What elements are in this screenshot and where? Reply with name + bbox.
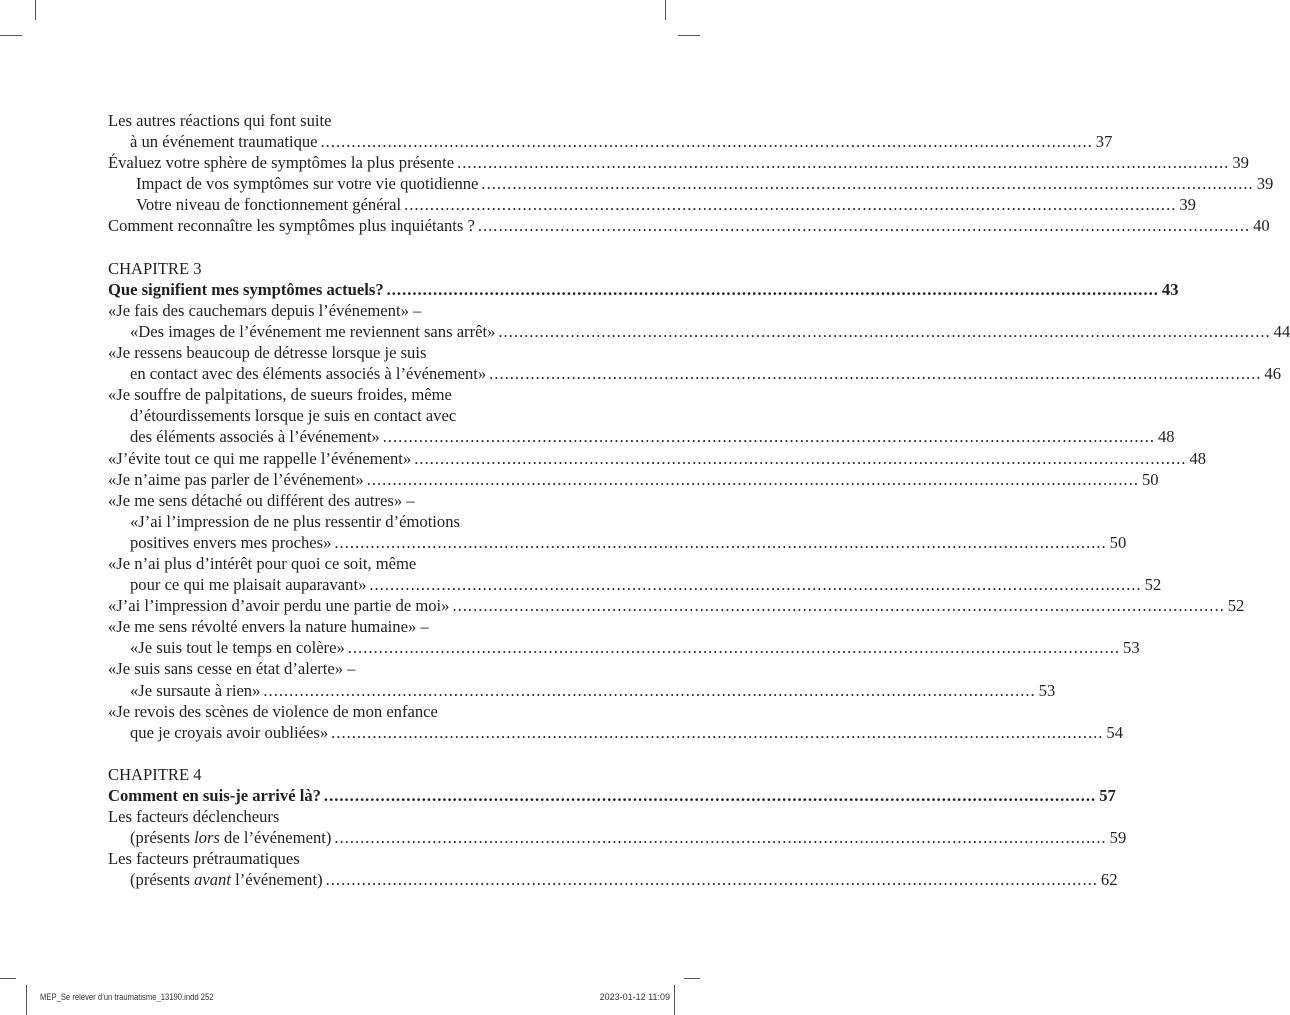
toc-entry-line xyxy=(108,258,560,279)
dot-leader: ...................................................................................................................................................... xyxy=(320,132,1093,152)
title-text: «Je revois des scènes de violence de mon enfance xyxy=(108,701,438,721)
toc-entry-title xyxy=(108,848,300,869)
dot-leader: ...................................................................................................................................................... xyxy=(457,153,1230,173)
page-number: 57 xyxy=(1099,786,1116,805)
toc-entry-title xyxy=(108,806,279,827)
title-text: positives envers mes proches» xyxy=(130,532,332,552)
crop-mark xyxy=(35,0,36,20)
dot-leader: ...................................................................................................................................................... xyxy=(452,596,1225,616)
toc-entry-line xyxy=(108,764,560,785)
page-number: 52 xyxy=(1227,596,1245,616)
toc-entry-title xyxy=(108,785,321,806)
toc-entry xyxy=(108,574,1162,595)
toc-entry xyxy=(108,194,1196,215)
toc-entry-title xyxy=(108,152,454,173)
title-text: (présents xyxy=(130,870,195,890)
dot-leader: ...................................................................................................................................................... xyxy=(386,279,1159,299)
toc-entry xyxy=(108,173,1274,194)
page-number: 43 xyxy=(1161,279,1179,299)
crop-mark xyxy=(678,35,700,36)
title-text: «J’ai l’impression d’avoir perdu une partie de moi» xyxy=(108,596,450,616)
crop-mark xyxy=(0,978,16,979)
toc-entry xyxy=(108,595,1245,616)
title-text: «Je n’ai plus d’intérêt pour quoi ce soit, même xyxy=(108,553,417,573)
dot-leader: ...................................................................................................................................................... xyxy=(263,680,1036,700)
toc-entry-title xyxy=(108,595,449,616)
toc-entry-title xyxy=(108,448,411,469)
toc-entry-title xyxy=(108,258,202,279)
toc-entry xyxy=(108,680,1056,701)
title-text: Comment en suis-je arrivé là? xyxy=(108,786,321,805)
page-number: 53 xyxy=(1038,680,1056,700)
toc-entry-line xyxy=(108,342,560,363)
toc-entry-title xyxy=(108,300,421,321)
title-text: «J’ai l’impression de ne plus ressentir d’émotions xyxy=(130,511,460,531)
title-text: à un événement traumatique xyxy=(130,132,318,152)
title-text: de l’événement) xyxy=(219,828,332,848)
dot-leader: ...................................................................................................................................................... xyxy=(325,870,1098,890)
toc-entry-line xyxy=(108,384,560,405)
page-number: 52 xyxy=(1144,575,1162,595)
toc-entry-title xyxy=(136,173,478,194)
toc-entry-title xyxy=(130,637,345,658)
dot-leader: ...................................................................................................................................................... xyxy=(498,321,1271,341)
toc-entry-line xyxy=(108,405,560,426)
toc-entry-title xyxy=(136,194,401,215)
title-text: «Je souffre de palpitations, de sueurs froides, même xyxy=(108,385,452,405)
toc-entry-line xyxy=(108,490,560,511)
page-number: 62 xyxy=(1100,870,1118,890)
title-text: «Je suis tout le temps en colère» xyxy=(130,638,345,658)
dot-leader: ...................................................................................................................................................... xyxy=(477,216,1251,236)
crop-mark xyxy=(684,978,700,979)
title-text: l’événement) xyxy=(230,870,323,890)
title-text: «Je fais des cauchemars depuis l’événement» – xyxy=(108,300,422,320)
toc-entry-title xyxy=(130,869,323,890)
dot-leader: ...................................................................................................................................................... xyxy=(404,195,1177,215)
page-number: 48 xyxy=(1189,448,1207,468)
toc-entry-title xyxy=(130,321,495,342)
page-number: 59 xyxy=(1109,828,1127,848)
toc-entry-line xyxy=(108,553,560,574)
slug-file-info xyxy=(40,992,574,1002)
toc-entry-title xyxy=(108,469,364,490)
crop-mark xyxy=(665,0,666,20)
toc-entry xyxy=(108,722,1123,743)
toc-entry-line xyxy=(108,616,560,637)
page-number: 39 xyxy=(1256,174,1274,194)
crop-mark xyxy=(0,35,22,36)
toc-entry xyxy=(108,131,1113,152)
toc-entry-title xyxy=(108,215,475,236)
dot-leader: ...................................................................................................................................................... xyxy=(334,828,1107,848)
toc-entry-title xyxy=(108,553,416,574)
title-text: «Je ressens beaucoup de détresse lorsque je suis xyxy=(108,343,427,363)
toc-entry xyxy=(108,152,1249,173)
slug-filename: MEP_Se relever d’un traumatisme_13190.indd 252 xyxy=(40,992,214,1002)
title-text: «Je me sens détaché ou différent des autres» – xyxy=(108,490,415,510)
title-text: Comment reconnaître les symptômes plus inquiétants ? xyxy=(108,216,475,236)
title-text: «Je me sens révolté envers la nature humaine» – xyxy=(108,617,429,637)
dot-leader: ...................................................................................................................................................... xyxy=(347,638,1121,658)
toc-entry xyxy=(108,448,1207,469)
page-number: 46 xyxy=(1264,364,1282,384)
dot-leader: ...................................................................................................................................................... xyxy=(489,364,1262,384)
title-text: des éléments associés à l’événement» xyxy=(130,427,380,447)
dot-leader: ...................................................................................................................................................... xyxy=(323,786,1097,805)
toc-entry-line xyxy=(108,511,560,532)
toc-entry-title xyxy=(130,131,318,152)
spacer xyxy=(108,237,560,258)
title-text: Évaluez votre sphère de symptômes la plus présente xyxy=(108,153,455,173)
dot-leader: ...................................................................................................................................................... xyxy=(366,469,1139,489)
slug-date: 2023-01-12 11:09 xyxy=(599,992,670,1002)
dot-leader: ...................................................................................................................................................... xyxy=(382,427,1155,447)
toc-entry-title xyxy=(108,616,429,637)
toc-entry xyxy=(108,869,1118,890)
toc-entry-title xyxy=(130,405,456,426)
title-text: Que signifient mes symptômes actuels? xyxy=(108,279,384,299)
dot-leader: ...................................................................................................................................................... xyxy=(334,532,1107,552)
page-number: 50 xyxy=(1109,532,1127,552)
toc-entry-title xyxy=(108,279,384,300)
toc-entry-title xyxy=(130,722,328,743)
toc-entry xyxy=(108,426,1175,447)
title-text: «Je sursaute à rien» xyxy=(130,680,261,700)
title-text: d’étourdissements lorsque je suis en contact avec xyxy=(130,406,457,426)
toc-entry-title xyxy=(130,532,331,553)
title-text: CHAPITRE 3 xyxy=(108,258,202,278)
toc-entry xyxy=(108,637,1140,658)
toc-entry-title xyxy=(130,574,366,595)
italic-text: lors xyxy=(194,828,220,848)
toc-entry-title xyxy=(108,701,438,722)
title-text: CHAPITRE 4 xyxy=(108,764,202,784)
title-text: pour ce qui me plaisait auparavant» xyxy=(130,575,367,595)
toc-entry xyxy=(108,215,1270,236)
dot-leader: ...................................................................................................................................................... xyxy=(414,448,1187,468)
page-number: 53 xyxy=(1123,638,1140,658)
title-text: Les autres réactions qui font suite xyxy=(108,111,332,130)
toc-entry-title xyxy=(108,764,202,785)
toc-entry-title xyxy=(130,827,331,848)
title-text: que je croyais avoir oubliées» xyxy=(130,722,329,742)
dot-leader: ...................................................................................................................................................... xyxy=(369,575,1142,595)
toc-entry-line xyxy=(108,110,560,131)
toc-entry xyxy=(108,532,1127,553)
toc-entry-title xyxy=(108,110,332,131)
title-text: «Je n’aime pas parler de l’événement» xyxy=(108,469,364,489)
toc-entry xyxy=(108,321,1290,342)
toc-entry xyxy=(108,785,1116,806)
toc-entry xyxy=(108,827,1127,848)
title-text: Les facteurs prétraumatiques xyxy=(108,849,300,869)
toc-entry xyxy=(108,363,1282,384)
title-text: Impact de vos symptômes sur votre vie quotidienne xyxy=(136,174,479,194)
toc-entry-title xyxy=(108,342,426,363)
page-number: 40 xyxy=(1253,216,1270,236)
slug-divider xyxy=(26,985,27,1015)
dot-leader: ...................................................................................................................................................... xyxy=(331,722,1104,742)
title-text: en contact avec des éléments associés à l’événement» xyxy=(130,364,487,384)
toc-entry-title xyxy=(130,680,260,701)
title-text: «Des images de l’événement me reviennent sans arrêt» xyxy=(130,321,496,341)
toc-entry-line xyxy=(108,806,560,827)
page-number: 50 xyxy=(1141,469,1159,489)
title-text: Votre niveau de fonctionnement général xyxy=(136,195,402,215)
page-number: 54 xyxy=(1106,722,1123,742)
toc-entry-title xyxy=(108,490,415,511)
page-number: 48 xyxy=(1158,427,1175,447)
toc-entry-title xyxy=(108,384,452,405)
title-text: Les facteurs déclencheurs xyxy=(108,807,280,827)
italic-text: avant xyxy=(194,870,231,890)
toc-entry-line xyxy=(108,300,560,321)
toc-entry-title xyxy=(130,426,380,447)
toc-entry-line xyxy=(108,848,560,869)
dot-leader: ...................................................................................................................................................... xyxy=(481,174,1254,194)
page-number: 44 xyxy=(1273,321,1290,341)
spacer xyxy=(108,743,560,764)
page-number: 39 xyxy=(1179,195,1196,215)
toc-entry-title xyxy=(130,511,460,532)
toc-entry-line xyxy=(108,701,560,722)
toc-entry xyxy=(108,469,1159,490)
page-number: 37 xyxy=(1095,132,1113,152)
toc-entry-line xyxy=(108,658,560,679)
title-text: «Je suis sans cesse en état d’alerte» – xyxy=(108,659,356,679)
title-text: «J’évite tout ce qui me rappelle l’événement» xyxy=(108,448,412,468)
slug-divider xyxy=(674,985,675,1015)
toc-entry-title xyxy=(130,363,486,384)
title-text: (présents xyxy=(130,828,195,848)
page-number: 39 xyxy=(1232,153,1249,173)
toc-entry xyxy=(108,279,1179,300)
toc-entry-title xyxy=(108,658,355,679)
table-of-contents xyxy=(108,110,1290,890)
